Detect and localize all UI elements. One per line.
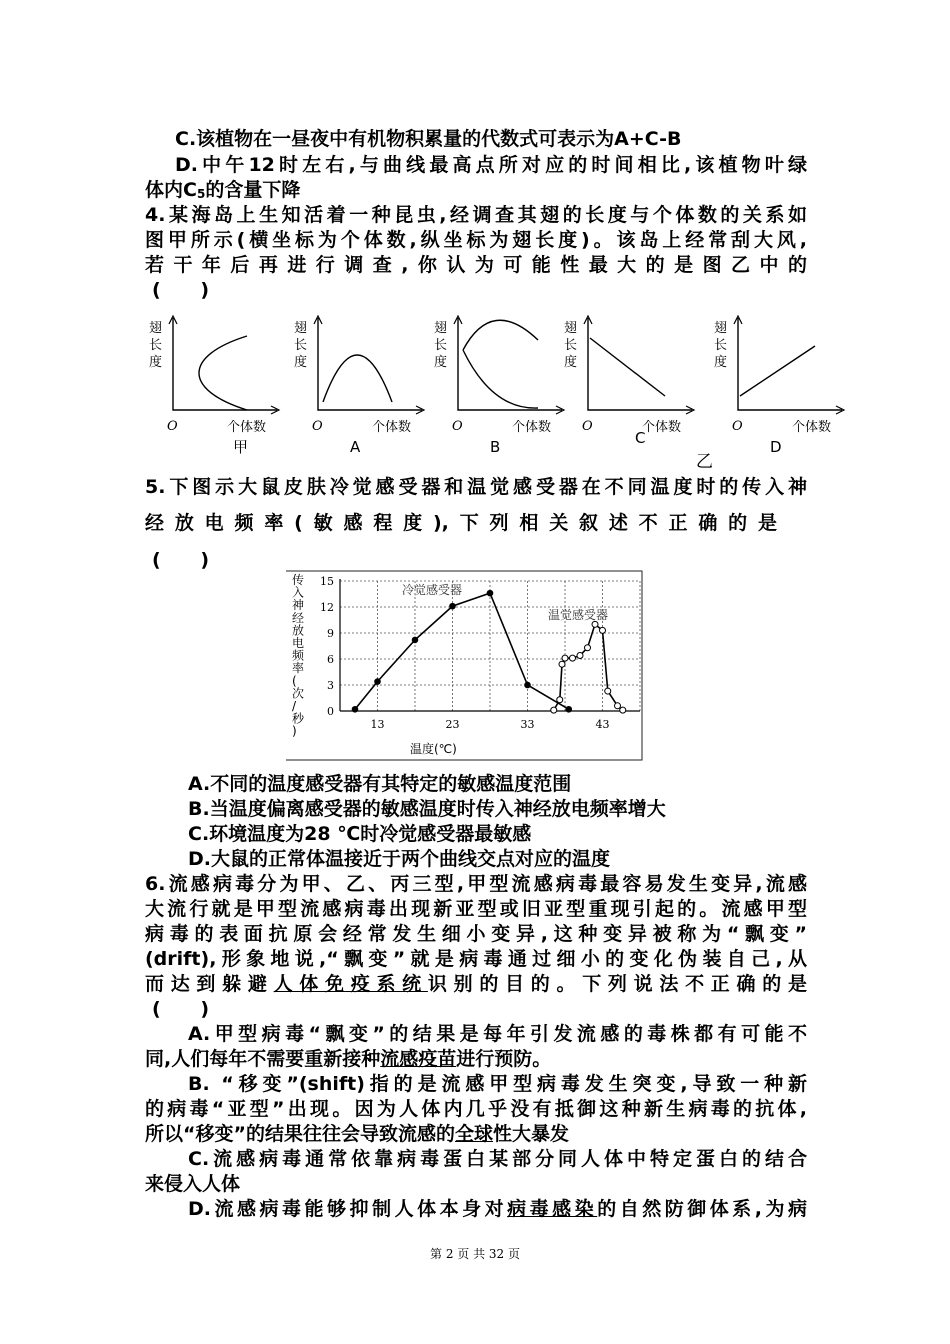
mini-graph-axes xyxy=(318,318,422,410)
mini-graph-ylabel: 翅长度 xyxy=(149,321,163,370)
data-point xyxy=(570,655,576,661)
q3-option-c: C.该植物在一昼夜中有机物积累量的代数式可表示为A+C-B xyxy=(175,128,682,150)
q6-option-b-line1: B. “移变”(shift)指的是流感甲型病毒发生突变,导致一种新 xyxy=(188,1073,807,1095)
mini-graph-curve xyxy=(199,336,247,410)
q6-stem-line1: 6.流感病毒分为甲、乙、丙三型,甲型流感病毒最容易发生变异,流感 xyxy=(145,873,807,895)
data-point xyxy=(412,637,418,643)
mini-graph-origin: O xyxy=(452,419,463,434)
x-tick-label: 23 xyxy=(445,718,460,731)
series-line-0 xyxy=(355,593,569,709)
q6-stem-line2: 大流行就是甲型流感病毒出现新亚型或旧亚型重现引起的。流感甲型 xyxy=(145,898,807,920)
mini-graph-axes xyxy=(588,318,692,410)
q3-option-d-line2: 体内$C_5$的含量下降 xyxy=(145,179,301,201)
mini-graph-svg xyxy=(710,310,850,460)
mini-graph-ylabel: 翅长度 xyxy=(434,321,448,370)
x-tick-label: 43 xyxy=(595,718,610,731)
q4-stem-line1: 4.某海岛上生知活着一种昆虫,经调查其翅的长度与个体数的关系如 xyxy=(145,204,807,226)
mini-graph-origin: O xyxy=(167,419,178,434)
data-point xyxy=(600,627,606,633)
y-tick-label: 3 xyxy=(327,679,334,692)
q6-option-c-line1: C.流感病毒通常依靠病毒蛋白某部分同人体中特定蛋白的结合 xyxy=(188,1148,807,1170)
data-point xyxy=(605,688,611,694)
q4-figure-c xyxy=(560,310,700,460)
mini-graph-axes xyxy=(458,318,562,410)
mini-graph-ylabel: 翅长度 xyxy=(564,321,578,370)
x-tick-label: 13 xyxy=(370,718,385,731)
mini-graph-label: B xyxy=(490,438,501,456)
mini-graph-xlabel: 个体数 xyxy=(642,420,682,435)
data-point xyxy=(620,707,626,713)
q6-stem-line5: 而达到躲避人体免疫系统识别的目的。下列说法不正确的是 xyxy=(145,973,807,995)
q4-figure-b xyxy=(430,310,570,460)
series-label: 温觉感受器 xyxy=(548,608,609,622)
series-label: 冷觉感受器 xyxy=(402,583,463,597)
mini-graph-origin: O xyxy=(732,419,743,434)
q4-stem-line2: 图甲所示(横坐标为个体数,纵坐标为翅长度)。该岛上经常刮大风, xyxy=(145,229,807,251)
q5-stem-line2: 经放电频率(敏感程度),下列相关叙述不正确的是 xyxy=(145,512,777,534)
data-point xyxy=(375,679,381,685)
mini-graph-label: C xyxy=(635,429,646,447)
x-axis-label: 温度(℃) xyxy=(410,742,457,756)
q6-option-b-line3: 所以“移变”的结果往往会导致流感的全球性大暴发 xyxy=(145,1123,570,1145)
mini-graph-svg xyxy=(430,310,570,460)
mini-graph-label: A xyxy=(350,438,361,456)
mini-graph-curve xyxy=(590,338,665,396)
mini-graph-curve xyxy=(463,320,538,408)
q4-figure-jia xyxy=(145,310,285,460)
data-point xyxy=(551,707,557,713)
q5-temperature-chart xyxy=(282,570,646,765)
mini-graph-ylabel: 翅长度 xyxy=(294,321,308,370)
y-tick-label: 0 xyxy=(327,705,334,718)
mini-graph-svg xyxy=(560,310,700,460)
q6-option-d-line1: D.流感病毒能够抑制人体本身对病毒感染的自然防御体系,为病 xyxy=(188,1198,807,1220)
y-tick-label: 9 xyxy=(327,627,334,640)
chart-frame xyxy=(286,571,642,760)
x-tick-label: 33 xyxy=(520,718,535,731)
data-point xyxy=(352,706,358,712)
q5-option-c: C.环境温度为28 ℃时冷觉感受器最敏感 xyxy=(188,823,532,845)
q4-group-label: 乙 xyxy=(696,452,713,472)
data-point xyxy=(450,603,456,609)
q6-option-c-line2: 来侵入人体 xyxy=(145,1173,241,1195)
mini-graph-label: D xyxy=(770,438,782,456)
q5-stem-line1: 5.下图示大鼠皮肤冷觉感受器和温觉感受器在不同温度时的传入神 xyxy=(145,476,807,498)
q5-option-b: B.当温度偏离感受器的敏感温度时传入神经放电频率增大 xyxy=(188,798,666,820)
mini-graph-origin: O xyxy=(582,419,593,434)
q6-answer-paren: ( ) xyxy=(152,998,210,1020)
data-point xyxy=(585,645,591,651)
q6-stem-line3: 病毒的表面抗原会经常发生细小变异,这种变异被称为“飘变” xyxy=(145,923,807,945)
mini-graph-axes xyxy=(173,318,277,410)
y-tick-label: 6 xyxy=(327,653,334,666)
q3-option-d-line1: D.中午12时左右,与曲线最高点所对应的时间相比,该植物叶绿 xyxy=(175,154,807,176)
y-axis-label: 传入神经放电频率(次/秒) xyxy=(292,573,305,739)
data-point xyxy=(592,621,598,627)
data-point xyxy=(615,703,621,709)
q5-option-d: D.大鼠的正常体温接近于两个曲线交点对应的温度 xyxy=(188,848,610,870)
q4-figure-a xyxy=(290,310,430,460)
data-point xyxy=(566,706,572,712)
q6-option-b-line2: 的病毒“亚型”出现。因为人体内几乎没有抵御这种新生病毒的抗体, xyxy=(145,1098,807,1120)
q6-option-a-line2: 同,人们每年不需要重新接种流感疫苗进行预防。 xyxy=(145,1048,552,1070)
data-point xyxy=(559,661,565,667)
mini-graph-origin: O xyxy=(312,419,323,434)
data-point xyxy=(577,653,583,659)
q4-figure-d xyxy=(710,310,850,460)
data-point xyxy=(525,682,531,688)
q5-option-a: A.不同的温度感受器有其特定的敏感温度范围 xyxy=(188,773,572,795)
y-tick-label: 15 xyxy=(320,575,334,588)
series-line-1 xyxy=(554,624,623,710)
mini-graph-svg xyxy=(145,310,285,460)
data-point xyxy=(557,697,563,703)
q4-stem-line3: 若干年后再进行调查,你认为可能性最大的是图乙中的 xyxy=(145,254,807,276)
mini-graph-svg xyxy=(290,310,430,460)
data-point xyxy=(562,655,568,661)
data-point xyxy=(487,590,493,596)
mini-graph-xlabel: 个体数 xyxy=(227,420,267,435)
page-footer: 第 2 页 共 32 页 xyxy=(430,1247,520,1261)
q6-stem-line4: (drift),形象地说,“飘变”就是病毒通过细小的变化伪装自己,从 xyxy=(145,948,807,970)
mini-graph-xlabel: 个体数 xyxy=(792,420,832,435)
q5-answer-paren: ( ) xyxy=(152,549,210,571)
mini-graph-curve xyxy=(740,346,815,396)
q4-answer-paren: ( ) xyxy=(152,279,210,301)
mini-graph-curve xyxy=(323,355,392,402)
y-tick-label: 12 xyxy=(320,601,334,614)
mini-graph-xlabel: 个体数 xyxy=(372,420,412,435)
mini-graph-axes xyxy=(738,318,842,410)
q5-chart-svg xyxy=(282,570,646,765)
mini-graph-label: 甲 xyxy=(233,438,249,456)
mini-graph-ylabel: 翅长度 xyxy=(714,321,728,370)
q6-option-a-line1: A.甲型病毒“飘变”的结果是每年引发流感的毒株都有可能不 xyxy=(188,1023,807,1045)
mini-graph-xlabel: 个体数 xyxy=(512,420,552,435)
